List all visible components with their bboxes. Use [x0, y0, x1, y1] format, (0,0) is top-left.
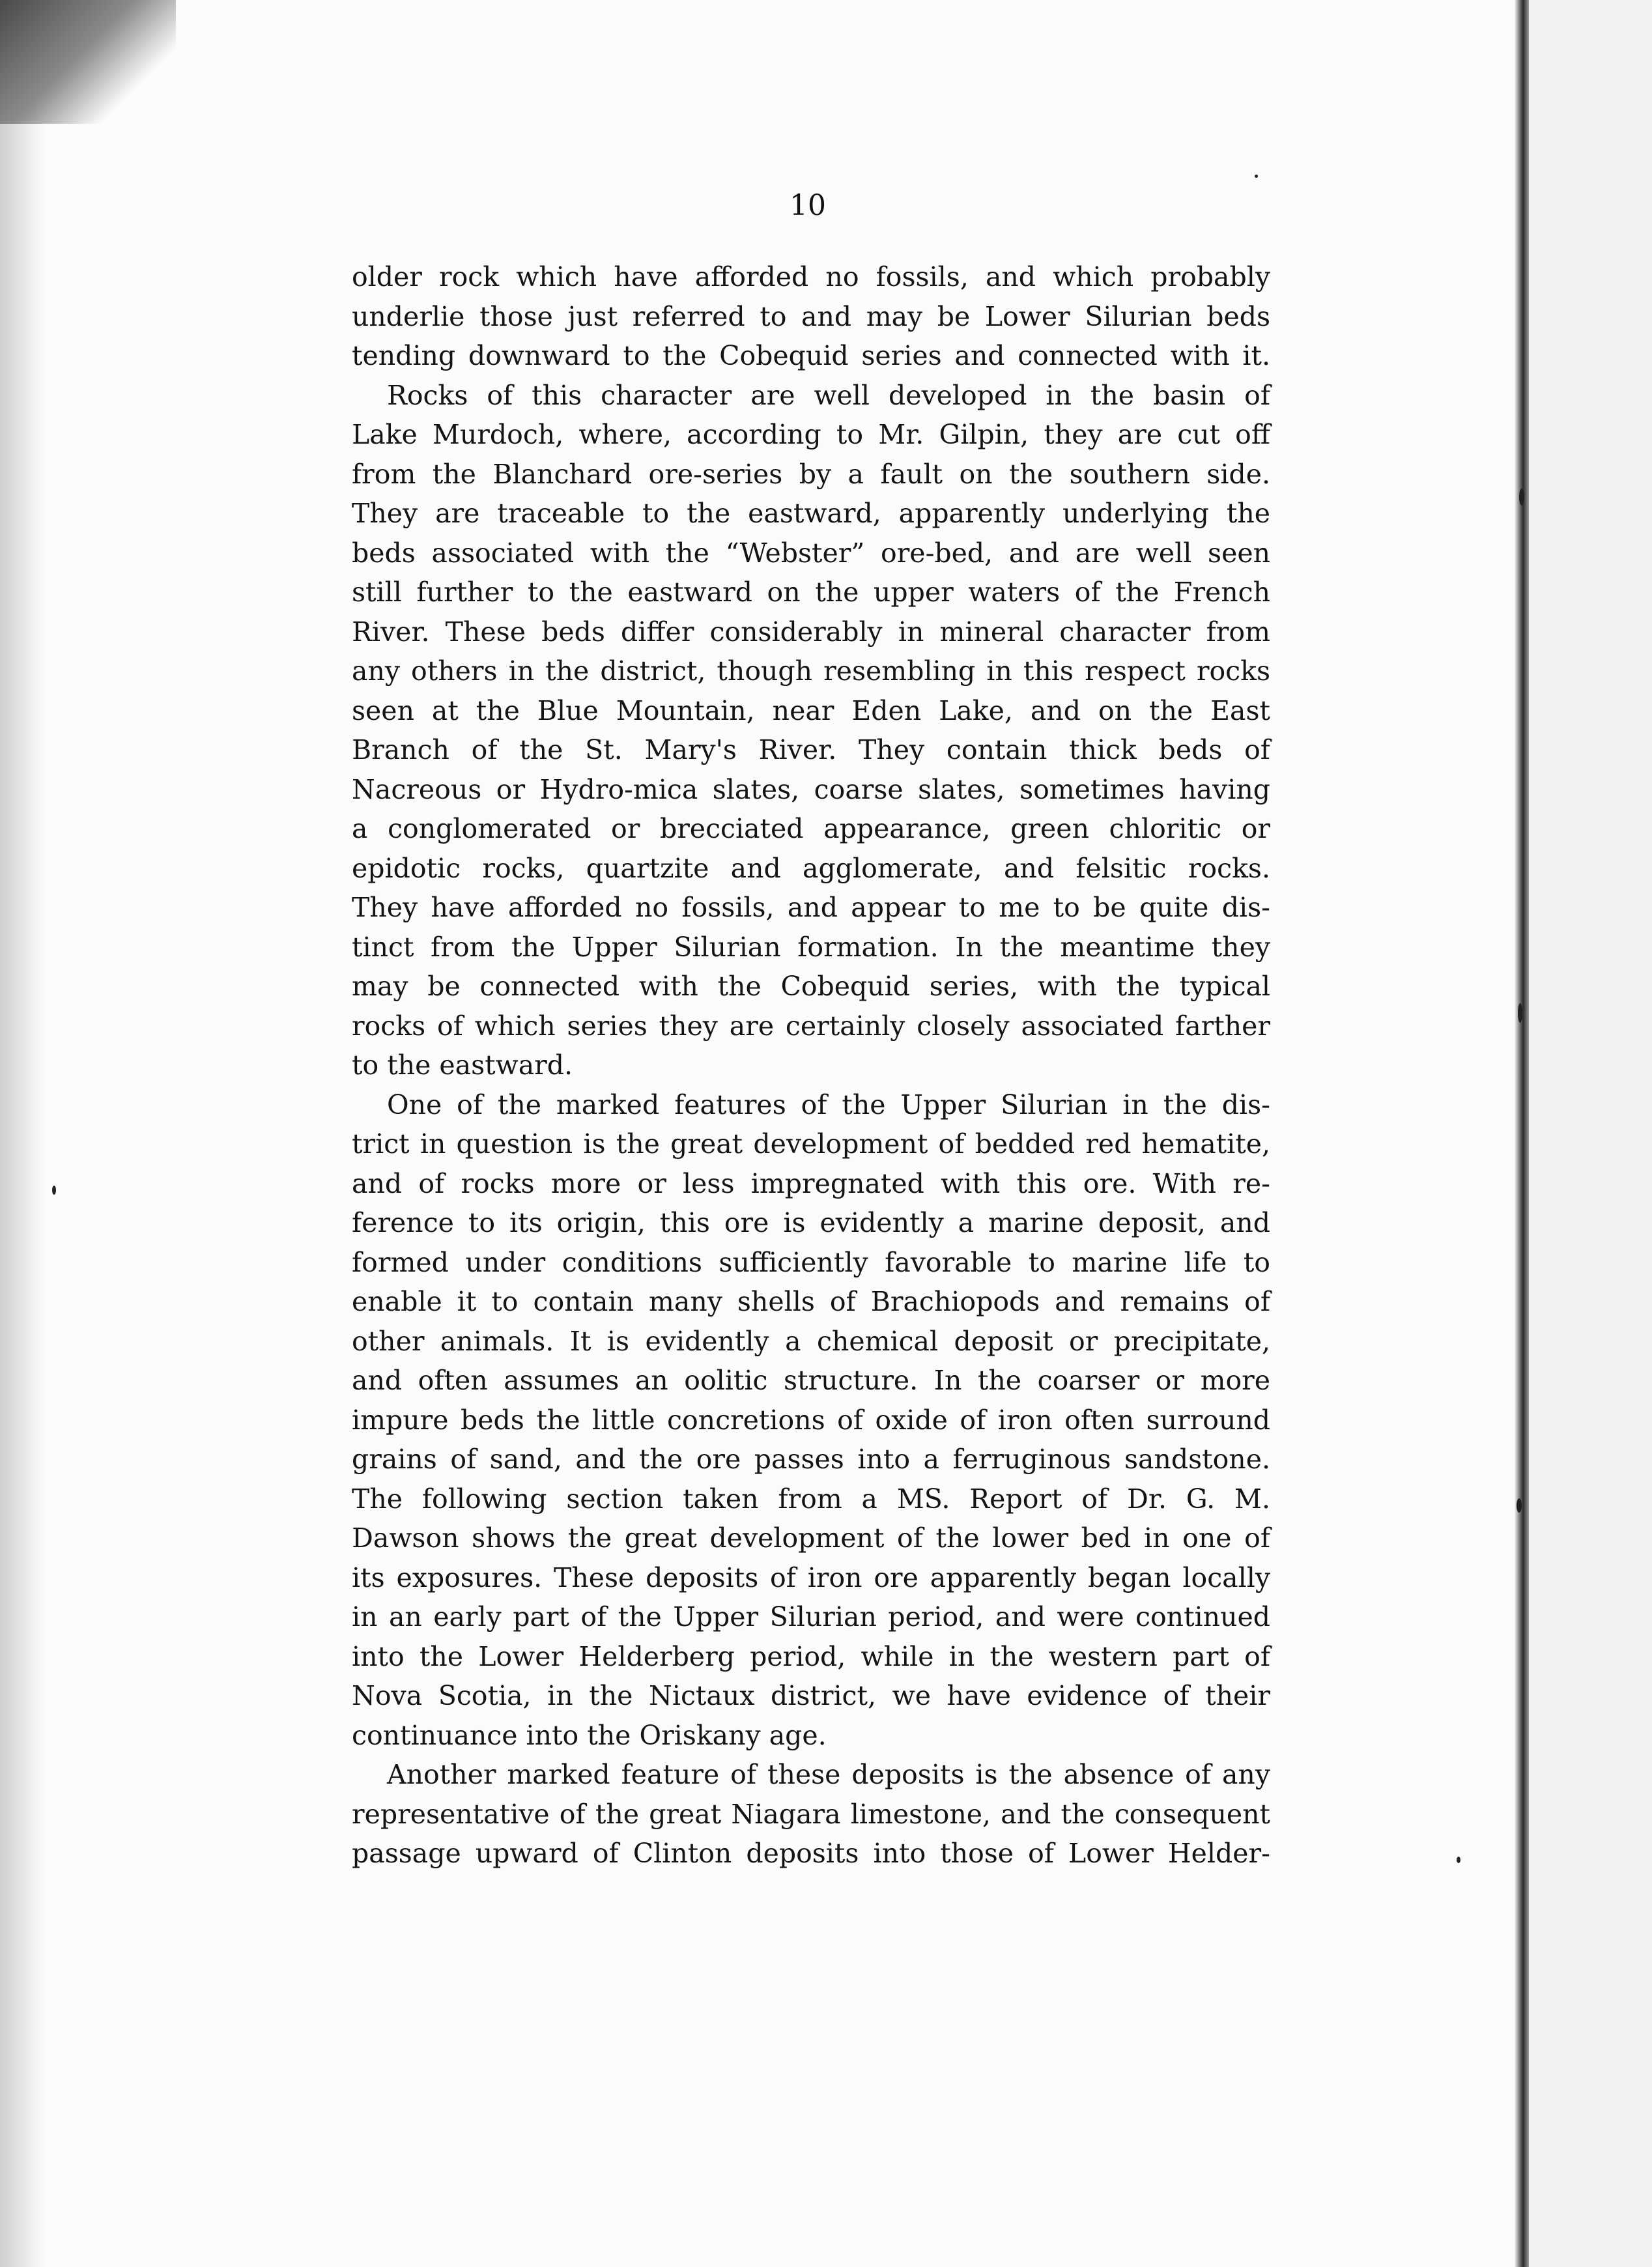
text-line: grains of sand, and the ore passes into a ferruginous sandstone.	[352, 1444, 1270, 1475]
text-line: rocks of which series they are certainly closely associated farther	[352, 1010, 1270, 1042]
text-line: older rock which have afforded no fossils, and which probably	[352, 261, 1270, 292]
text-line: continuance into the Oriskany age.	[352, 1719, 827, 1751]
ink-speck	[1457, 1857, 1460, 1863]
text-line: Nacreous or Hydro-mica slates, coarse slates, sometimes having	[352, 773, 1270, 805]
text-line: may be connected with the Cobequid series, with the typical	[352, 971, 1270, 1002]
text-line: passage upward of Clinton deposits into those of Lower Helder-	[352, 1838, 1270, 1869]
text-line: ference to its origin, this ore is evidently a marine deposit, and	[352, 1207, 1270, 1238]
text-line: to the eastward.	[352, 1049, 573, 1081]
text-line: into the Lower Helderberg period, while in the western part of	[352, 1640, 1270, 1672]
text-line: Nova Scotia, in the Nictaux district, we have evidence of their	[352, 1680, 1270, 1711]
text-line: Another marked feature of these deposits is the absence of any	[387, 1759, 1270, 1790]
page-number: 10	[790, 189, 826, 222]
text-line: beds associated with the “Webster” ore-bed, and are well seen	[352, 537, 1270, 569]
text-line: They are traceable to the eastward, apparently underlying the	[352, 498, 1270, 529]
page-left-edge-shadow	[0, 0, 46, 2267]
text-line: still further to the eastward on the upper waters of the French	[352, 577, 1270, 608]
ink-speck	[1518, 1003, 1522, 1023]
text-line: River. These beds differ considerably in mineral character from	[352, 616, 1270, 648]
binding-gutter	[1515, 0, 1529, 2267]
text-line: They have afforded no fossils, and appear to me to be quite dis-	[352, 892, 1270, 923]
text-line: underlie those just referred to and may be Lower Silurian beds	[352, 300, 1270, 332]
text-line: impure beds the little concretions of oxide of iron often surround	[352, 1404, 1270, 1436]
text-line: representative of the great Niagara limestone, and the consequent	[352, 1798, 1270, 1830]
text-line: a conglomerated or brecciated appearance, green chloritic or	[352, 813, 1270, 844]
ink-speck	[1517, 1498, 1522, 1513]
text-line: tinct from the Upper Silurian formation. In the meantime they	[352, 931, 1270, 963]
text-line: enable it to contain many shells of Brachiopods and remains of	[352, 1286, 1270, 1317]
text-line: formed under conditions sufficiently favorable to marine life to	[352, 1246, 1270, 1278]
text-line: One of the marked features of the Upper Silurian in the dis-	[387, 1089, 1270, 1120]
text-line: seen at the Blue Mountain, near Eden Lake, and on the East	[352, 694, 1270, 726]
text-line: Rocks of this character are well developed in the basin of	[387, 379, 1270, 411]
torn-corner	[0, 0, 176, 124]
text-line: Branch of the St. Mary's River. They contain thick beds of	[352, 734, 1270, 765]
text-line: trict in question is the great development of bedded red hematite,	[352, 1128, 1270, 1160]
text-line: epidotic rocks, quartzite and agglomerate, and felsitic rocks.	[352, 852, 1270, 884]
text-line: and often assumes an oolitic structure. In the coarser or more	[352, 1365, 1270, 1396]
text-line: and of rocks more or less impregnated with this ore. With re-	[352, 1167, 1270, 1199]
text-line: Lake Murdoch, where, according to Mr. Gilpin, they are cut off	[352, 419, 1270, 450]
ink-speck	[1255, 175, 1258, 178]
text-line: other animals. It is evidently a chemical deposit or precipitate,	[352, 1325, 1270, 1357]
text-line: its exposures. These deposits of iron ore apparently began locally	[352, 1561, 1270, 1593]
text-line: tending downward to the Cobequid series and connected with it.	[352, 340, 1270, 371]
text-line: from the Blanchard ore-series by a fault on the southern side.	[352, 458, 1270, 490]
body-text	[352, 257, 1270, 1874]
adjacent-page-edge	[1529, 0, 1652, 2267]
text-line: The following section taken from a MS. Report of Dr. G. M.	[352, 1483, 1270, 1515]
text-line: in an early part of the Upper Silurian period, and were continued	[352, 1601, 1270, 1633]
text-line: any others in the district, though resembling in this respect rocks	[352, 655, 1270, 687]
ink-speck	[52, 1186, 56, 1195]
text-line: Dawson shows the great development of the lower bed in one of	[352, 1522, 1270, 1554]
ink-speck	[1519, 489, 1524, 506]
